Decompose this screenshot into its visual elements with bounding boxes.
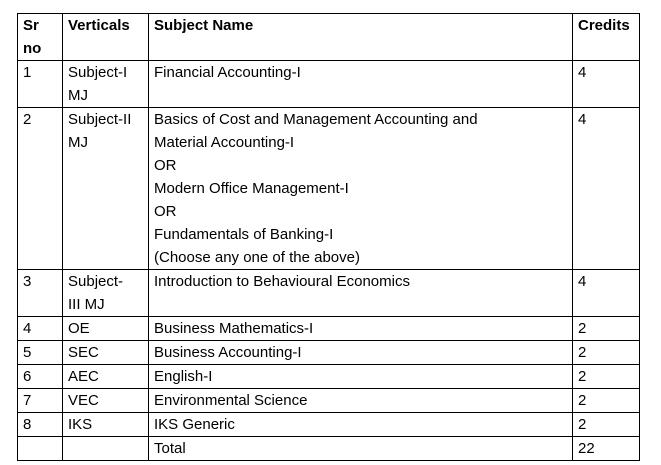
subject-line: Financial Accounting-I xyxy=(154,64,301,81)
cell-sr-no: 7 xyxy=(18,389,63,413)
table-row xyxy=(18,270,640,317)
subject-line: Material Accounting-I xyxy=(154,134,295,151)
subject-line: Fundamentals of Banking-I xyxy=(154,226,334,243)
subject-line: OR xyxy=(154,203,177,220)
cell-sr-no: 1 xyxy=(18,61,63,108)
cell-subject-name: English-I xyxy=(149,365,573,389)
subject-line: (Choose any one of the above) xyxy=(154,249,360,266)
vertical-line: Subject-I xyxy=(68,64,128,81)
cell-vertical xyxy=(63,61,149,108)
header-verticals: Verticals xyxy=(63,14,149,61)
header-sr-line1: Sr xyxy=(23,17,39,34)
cell-sr-no-empty xyxy=(18,437,63,461)
cell-sr-no: 4 xyxy=(18,317,63,341)
cell-credits: 2 xyxy=(573,317,640,341)
cell-vertical: VEC xyxy=(63,389,149,413)
total-label: Total xyxy=(149,437,573,461)
table-row xyxy=(18,341,640,365)
cell-credits: 2 xyxy=(573,413,640,437)
cell-subject-name: Business Accounting-I xyxy=(149,341,573,365)
cell-vertical: OE xyxy=(63,317,149,341)
cell-vertical: IKS xyxy=(63,413,149,437)
total-credits: 22 xyxy=(573,437,640,461)
table-row xyxy=(18,365,640,389)
cell-vertical: SEC xyxy=(63,341,149,365)
cell-sr-no: 5 xyxy=(18,341,63,365)
cell-vertical xyxy=(63,270,149,317)
cell-credits: 2 xyxy=(573,341,640,365)
cell-sr-no: 6 xyxy=(18,365,63,389)
header-row xyxy=(18,14,640,61)
subject-line: Basics of Cost and Management Accounting and xyxy=(154,111,478,128)
table-row xyxy=(18,317,640,341)
total-row xyxy=(18,437,640,461)
table-row xyxy=(18,413,640,437)
vertical-line: III MJ xyxy=(68,296,105,313)
table-row xyxy=(18,389,640,413)
header-subject-name: Subject Name xyxy=(149,14,573,61)
header-sr-no xyxy=(18,14,63,61)
cell-subject-name xyxy=(149,108,573,270)
subject-line: OR xyxy=(154,157,177,174)
vertical-line: Subject-II xyxy=(68,111,132,128)
header-credits: Credits xyxy=(573,14,640,61)
cell-sr-no: 3 xyxy=(18,270,63,317)
cell-subject-name xyxy=(149,61,573,108)
cell-subject-name: IKS Generic xyxy=(149,413,573,437)
cell-vertical: AEC xyxy=(63,365,149,389)
cell-vertical xyxy=(63,108,149,270)
cell-credits: 2 xyxy=(573,365,640,389)
cell-vertical-empty xyxy=(63,437,149,461)
cell-subject-name: Business Mathematics-I xyxy=(149,317,573,341)
subject-line: Modern Office Management-I xyxy=(154,180,349,197)
subject-line: Introduction to Behavioural Economics xyxy=(154,273,410,290)
cell-sr-no: 2 xyxy=(18,108,63,270)
cell-credits: 4 xyxy=(573,108,640,270)
vertical-line: Subject- xyxy=(68,273,124,290)
table-row xyxy=(18,108,640,270)
cell-subject-name: Environmental Science xyxy=(149,389,573,413)
cell-credits: 4 xyxy=(573,270,640,317)
vertical-line: MJ xyxy=(68,87,88,104)
cell-subject-name xyxy=(149,270,573,317)
cell-credits: 4 xyxy=(573,61,640,108)
header-sr-line2: no xyxy=(23,40,42,57)
table-row xyxy=(18,61,640,108)
cell-credits: 2 xyxy=(573,389,640,413)
vertical-line: MJ xyxy=(68,134,88,151)
cell-sr-no: 8 xyxy=(18,413,63,437)
subjects-table xyxy=(17,13,640,461)
